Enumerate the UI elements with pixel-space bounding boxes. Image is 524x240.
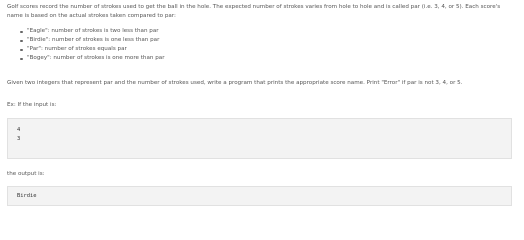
bullet-dot: [20, 49, 23, 52]
score-names-list: [7, 27, 165, 63]
list-item: [7, 45, 165, 54]
input-line-par: 4: [17, 127, 21, 133]
intro-paragraph: Golf scores record the number of strokes used to get the ball in the hole. The expected number of strokes varies from hole to hole and is called par (i.e. 3, 4, or 5). Each score's name is based on the actual strokes taken compared to par:: [7, 4, 501, 19]
list-item: [7, 36, 165, 45]
bullet-dot: [20, 40, 23, 43]
output-label: the output is:: [7, 171, 45, 177]
list-item: [7, 54, 165, 63]
instructions-paragraph: Given two integers that represent par and the number of strokes used, write a program that prints the appropriate score name. Print "Error" if par is not 3, 4, or 5.: [7, 80, 463, 86]
bullet-text-birdie: "Birdie": number of strokes is one less than par: [27, 37, 160, 43]
example-label: Ex: If the input is:: [7, 102, 57, 108]
list-item: [7, 27, 165, 36]
example-input-box: [7, 118, 512, 159]
bullet-text-par: "Par": number of strokes equals par: [27, 46, 127, 52]
bullet-dot: [20, 58, 23, 61]
input-line-strokes: 3: [17, 135, 21, 142]
output-line: Birdie: [17, 193, 37, 199]
bullet-text-eagle: "Eagle": number of strokes is two less than par: [27, 28, 159, 34]
bullet-dot: [20, 31, 23, 34]
bullet-text-bogey: "Bogey": number of strokes is one more than par: [27, 55, 165, 61]
example-output-box: [7, 186, 512, 206]
